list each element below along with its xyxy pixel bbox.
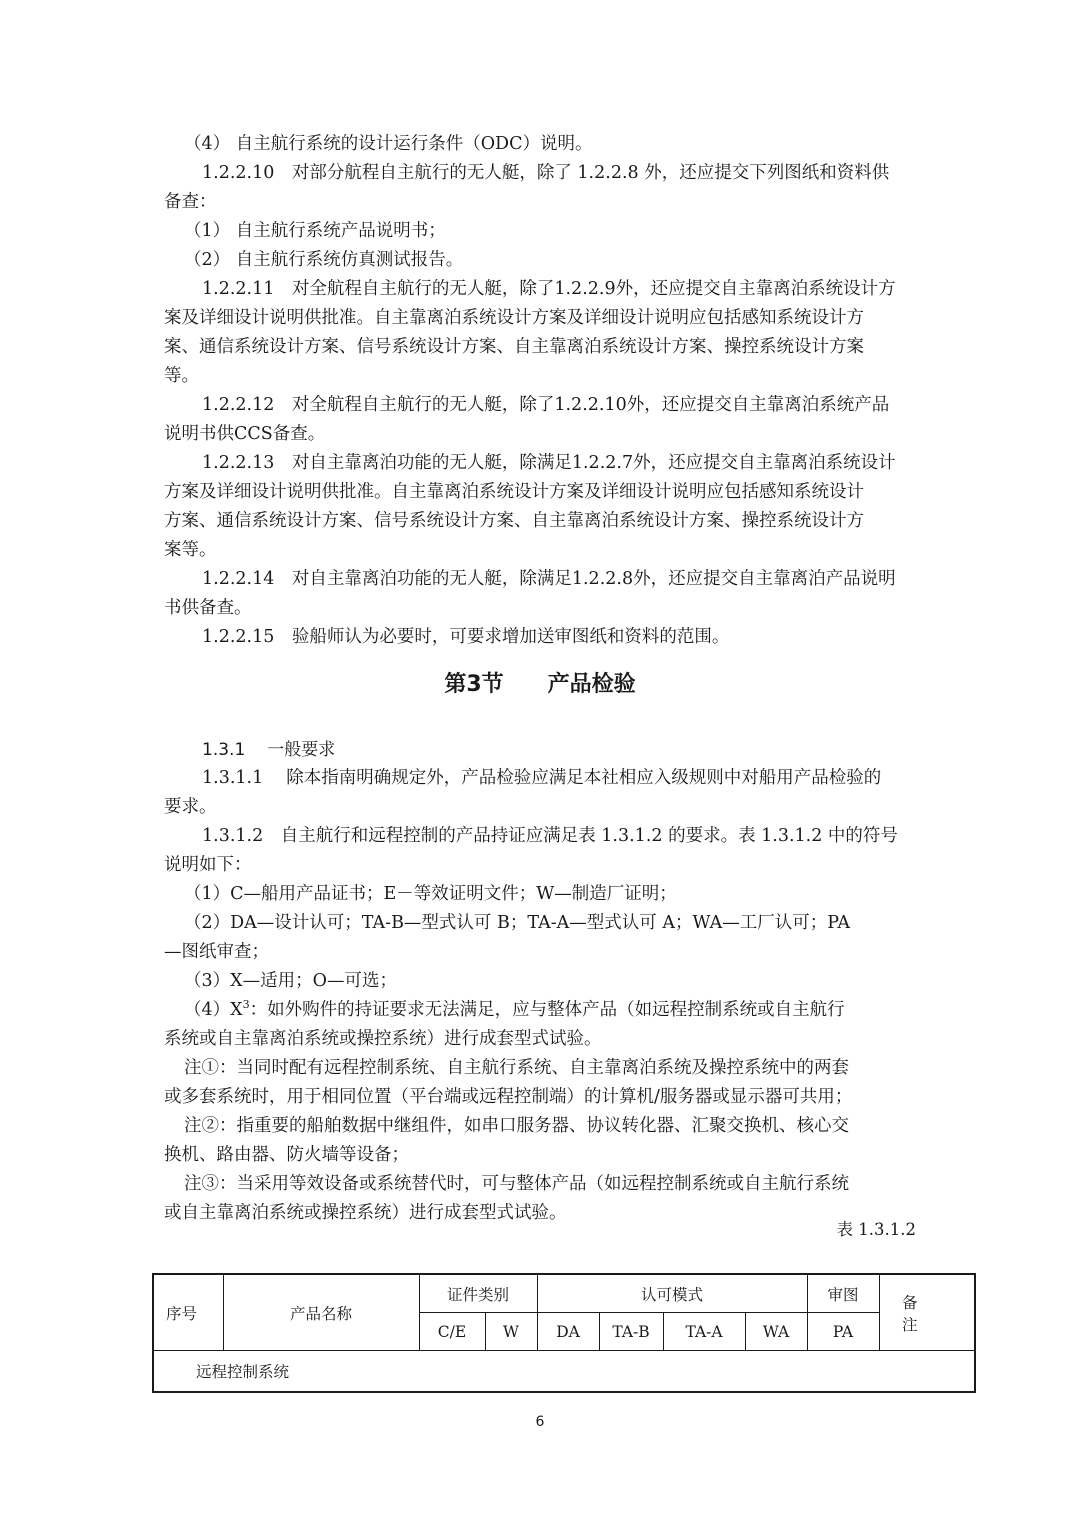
paragraph-line: 1.2.2.12 对全航程自主航行的无人艇，除了1.2.2.10外，还应提交自主靠离泊系统产品 (202, 395, 890, 415)
subheader-ta-b: TA-B (599, 1313, 663, 1351)
paragraph-line (184, 996, 944, 1025)
subheader-pa: PA (807, 1313, 879, 1351)
paragraph-line: 方案、通信系统设计方案、信号系统设计方案、自主靠离泊系统设计方案、操控系统设计方 (164, 511, 864, 531)
header-approval-mode: 认可模式 (537, 1274, 807, 1313)
paragraph-line: 1.2.2.15 验船师认为必要时，可要求增加送审图纸和资料的范围。 (202, 627, 730, 647)
subheader-ce: C/E (419, 1313, 485, 1351)
page-number: 6 (535, 1414, 545, 1430)
paragraph-line: 1.2.2.11 对全航程自主航行的无人艇，除了1.2.2.9外，还应提交自主靠离泊系统设计方 (202, 279, 896, 299)
paragraph-line: 案及详细设计说明供批准。自主靠离泊系统设计方案及详细设计说明应包括感知系统设计方 (164, 308, 864, 328)
paragraph-line: 1.3.1.2 自主航行和远程控制的产品持证应满足表 1.3.1.2 的要求。表 1.3.1.2 中的符号 (202, 826, 898, 846)
paragraph-line: 说明书供CCS备查。 (164, 424, 326, 444)
paragraph-line: （1）C—船用产品证书；E－等效证明文件；W—制造厂证明； (184, 884, 677, 904)
header-remark: 备注 (879, 1274, 975, 1351)
subheader-w: W (485, 1313, 537, 1351)
paragraph-line: 1.2.2.13 对自主靠离泊功能的无人艇，除满足1.2.2.7外，还应提交自主靠离泊系统设计 (202, 453, 896, 473)
subheader-da: DA (537, 1313, 599, 1351)
paragraph-line: 备查： (164, 192, 217, 212)
subsection-title: 一般要求 (267, 740, 336, 760)
paragraph-line: 说明如下： (164, 855, 252, 875)
paragraph-line: 方案及详细设计说明供批准。自主靠离泊系统设计方案及详细设计说明应包括感知系统设计 (164, 482, 864, 502)
note-superscript: 3 (242, 998, 250, 1012)
note-line: 注③：当采用等效设备或系统替代时，可与整体产品（如远程控制系统或自主航行系统 (184, 1174, 849, 1194)
paragraph-line: 1.2.2.14 对自主靠离泊功能的无人艇，除满足1.2.2.8外，还应提交自主靠离泊产品说明 (202, 569, 896, 589)
note-prefix: （4）X (184, 1000, 243, 1020)
paragraph-line: 等。 (164, 366, 199, 386)
paragraph-line: 1.2.2.10 对部分航程自主航行的无人艇，除了 1.2.2.8 外，还应提交下列图纸和资料供 (202, 163, 890, 183)
subheader-ta-a: TA-A (663, 1313, 745, 1351)
table-header-row (153, 1274, 975, 1313)
group-row-remote-control: 远程控制系统 (153, 1351, 975, 1393)
subsection-number: 1.3.1 (202, 740, 246, 760)
paragraph-line: 案等。 (164, 540, 217, 560)
paragraph-line: 案、通信系统设计方案、信号系统设计方案、自主靠离泊系统设计方案、操控系统设计方案 (164, 337, 864, 357)
paragraph-line: 书供备查。 (164, 598, 252, 618)
header-seq: 序号 (153, 1274, 223, 1351)
paragraph-line: 系统或自主靠离泊系统或操控系统）进行成套型式试验。 (164, 1029, 602, 1049)
note-line: 注①：当同时配有远程控制系统、自主航行系统、自主靠离泊系统及操控系统中的两套 (184, 1058, 849, 1078)
section-heading (0, 668, 1080, 702)
table-row (153, 1351, 975, 1393)
paragraph-line: 要求。 (164, 797, 217, 817)
paragraph-line: （3）X—适用；O—可选； (184, 971, 397, 991)
subsection-heading (202, 736, 335, 764)
paragraph-line: （2）DA—设计认可；TA-B—型式认可 B；TA-A—型式认可 A；WA—工厂认可；PA (184, 913, 851, 933)
note-line: 或多套系统时，用于相同位置（平台端或远程控制端）的计算机/服务器或显示器可共用； (164, 1087, 853, 1107)
note-line: 或自主靠离泊系统或操控系统）进行成套型式试验。 (164, 1203, 567, 1223)
section-title: 产品检验 (547, 672, 636, 697)
note-line: 注②：指重要的船舶数据中继组件，如串口服务器、协议转化器、汇聚交换机、核心交 (184, 1116, 849, 1136)
table-caption: 表 1.3.1.2 (836, 1220, 916, 1239)
header-drawing-review: 审图 (807, 1274, 879, 1313)
paragraph-line: —图纸审查； (164, 942, 269, 962)
header-product-name: 产品名称 (223, 1274, 419, 1351)
paragraph-line: （4） 自主航行系统的设计运行条件（ODC）说明。 (184, 134, 593, 154)
note-line: 换机、路由器、防火墙等设备； (164, 1145, 409, 1165)
paragraph-line: 1.3.1.1 除本指南明确规定外，产品检验应满足本社相应入级规则中对船用产品检验的 (202, 768, 882, 788)
subheader-wa: WA (745, 1313, 807, 1351)
header-cert-type: 证件类别 (419, 1274, 537, 1313)
certification-table (152, 1273, 976, 1393)
paragraph-line: （2） 自主航行系统仿真测试报告。 (184, 250, 464, 270)
paragraph-line: （1） 自主航行系统产品说明书； (184, 221, 446, 241)
note-text: ：如外购件的持证要求无法满足，应与整体产品（如远程控制系统或自主航行 (249, 1000, 845, 1020)
section-number: 第3节 (444, 672, 504, 697)
